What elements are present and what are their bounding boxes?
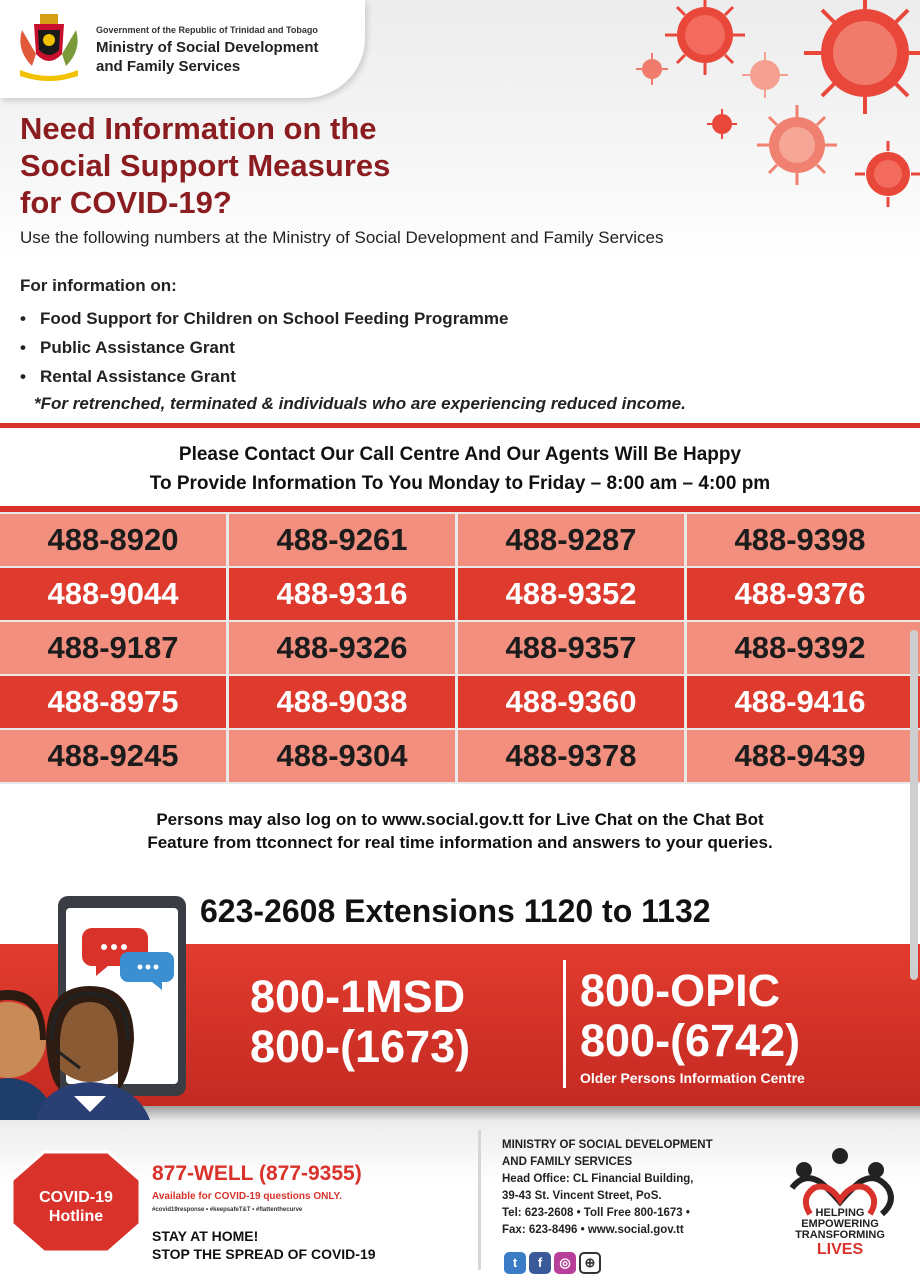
phone-number: 488-9326 xyxy=(276,630,408,665)
ministry-name xyxy=(96,38,356,76)
phone-number: 488-9398 xyxy=(734,522,866,557)
divider xyxy=(0,423,920,428)
instagram-icon[interactable]: ◎ xyxy=(554,1252,576,1274)
phone-number-grid xyxy=(0,512,920,784)
ministry-logo-card xyxy=(0,0,365,98)
slogan-line: HELPING xyxy=(815,1207,865,1219)
info-list xyxy=(20,304,508,391)
phone-number: 488-9044 xyxy=(47,576,179,611)
phone-number: 488-9416 xyxy=(734,684,866,719)
opic-hotline: 800-OPIC xyxy=(580,965,781,1016)
table-row xyxy=(0,514,920,566)
covid-hotline-sign xyxy=(10,1188,142,1226)
phone-number: 488-9245 xyxy=(47,738,179,773)
table-row xyxy=(0,676,920,728)
virus-icon xyxy=(660,0,750,80)
extensions-number: 623-2608 Extensions 1120 to 1132 xyxy=(200,893,711,929)
phone-number: 488-9376 xyxy=(734,576,866,611)
sign-line1: COVID-19 xyxy=(39,1189,113,1206)
web-icon[interactable]: ⊕ xyxy=(579,1252,601,1274)
table-row xyxy=(0,730,920,782)
stop-spread-line: STOP THE SPREAD OF COVID-19 xyxy=(152,1246,376,1262)
phone-number: 488-9316 xyxy=(276,576,408,611)
msd-hotline: 800-1MSD xyxy=(250,971,466,1022)
divider xyxy=(478,1130,481,1270)
eligibility-note: *For retrenched, terminated & individuals who are experiencing reduced income. xyxy=(34,394,686,413)
phone-number: 488-9392 xyxy=(734,630,866,665)
column-divider xyxy=(226,512,229,784)
well-hotline-number: 877-WELL (877-9355) xyxy=(152,1162,362,1185)
slogan-line: EMPOWERING xyxy=(801,1218,879,1230)
well-availability: Available for COVID-19 questions ONLY. xyxy=(152,1191,342,1202)
twitter-icon[interactable]: t xyxy=(504,1252,526,1274)
call-centre-line1: Please Contact Our Call Centre And Our Agents Will Be Happy xyxy=(178,444,742,465)
virus-icon xyxy=(852,138,920,210)
slogan-line: LIVES xyxy=(816,1241,864,1258)
address-line: Tel: 623-2608 • Toll Free 800-1673 • xyxy=(502,1207,690,1219)
page-title xyxy=(20,110,580,221)
phone-number: 488-9187 xyxy=(47,630,179,665)
social-icons xyxy=(504,1252,604,1274)
address-line: 39-43 St. Vincent Street, PoS. xyxy=(502,1190,662,1202)
government-name: Government of the Republic of Trinidad and Tobago xyxy=(96,25,318,35)
phone-number: 488-9261 xyxy=(276,522,408,557)
ministry-address xyxy=(502,1137,772,1239)
address-line: AND FAMILY SERVICES xyxy=(502,1156,633,1168)
phone-number: 488-9357 xyxy=(505,630,637,665)
sign-line2: Hotline xyxy=(48,1208,104,1225)
stay-home-line: STAY AT HOME! xyxy=(152,1228,259,1244)
stay-home-message xyxy=(152,1227,376,1263)
coat-of-arms-icon xyxy=(14,10,84,82)
column-divider xyxy=(455,512,458,784)
live-chat-line2: Feature from ttconnect for real time information and answers to your queries. xyxy=(147,833,773,852)
ministry-name-line2: and Family Services xyxy=(96,58,241,75)
slogan-line: TRANSFORMING xyxy=(795,1229,885,1241)
virus-icon xyxy=(706,108,738,140)
scrollbar-thumb[interactable] xyxy=(910,630,918,980)
facebook-icon[interactable]: f xyxy=(529,1252,551,1274)
live-chat-line1: Persons may also log on to www.social.gov.tt for Live Chat on the Chat Bot xyxy=(156,810,764,829)
list-item: • Public Assistance Grant xyxy=(20,333,508,362)
title-line1: Need Information on the xyxy=(20,111,377,146)
address-line: Head Office: CL Financial Building, xyxy=(502,1173,694,1185)
msd-hotline-number: 800-(1673) xyxy=(250,1021,471,1072)
column-divider xyxy=(684,512,687,784)
phone-number: 488-8975 xyxy=(47,684,179,719)
phone-number: 488-9038 xyxy=(276,684,408,719)
info-section xyxy=(0,262,920,424)
title-line2: Social Support Measures xyxy=(20,148,391,183)
call-centre-message xyxy=(0,440,920,498)
virus-icon xyxy=(740,50,790,100)
phone-number: 488-9378 xyxy=(505,738,637,773)
title-line3: for COVID-19? xyxy=(20,185,232,220)
info-title: For information on: xyxy=(20,276,177,295)
phone-number: 488-8920 xyxy=(47,522,179,557)
hashtags: #covid19response • #keepsafeT&T • #flattenthecurve xyxy=(152,1207,303,1213)
address-line: MINISTRY OF SOCIAL DEVELOPMENT xyxy=(502,1139,713,1151)
divider xyxy=(563,960,566,1088)
page-subtitle: Use the following numbers at the Ministry of Social Development and Family Services xyxy=(20,228,664,247)
phone-number: 488-9439 xyxy=(734,738,866,773)
table-row xyxy=(0,622,920,674)
virus-icon xyxy=(635,52,669,86)
list-item: • Food Support for Children on School Feeding Programme xyxy=(20,304,508,333)
call-centre-line2: To Provide Information To You Monday to Friday – 8:00 am – 4:00 pm xyxy=(149,473,771,494)
phone-number: 488-9287 xyxy=(505,522,637,557)
address-line: Fax: 623-8496 • www.social.gov.tt xyxy=(502,1224,684,1236)
phone-number: 488-9360 xyxy=(505,684,637,719)
phone-number: 488-9304 xyxy=(276,738,408,773)
call-centre-agents-illustration xyxy=(0,890,250,1120)
slogan xyxy=(770,1208,910,1259)
list-item: • Rental Assistance Grant xyxy=(20,362,508,391)
opic-hotline-number: 800-(6742) xyxy=(580,1015,801,1066)
virus-icon xyxy=(752,100,842,190)
table-row xyxy=(0,568,920,620)
live-chat-message xyxy=(0,808,920,854)
ministry-name-line1: Ministry of Social Development xyxy=(96,39,319,56)
opic-label: Older Persons Information Centre xyxy=(580,1070,805,1086)
phone-number: 488-9352 xyxy=(505,576,637,611)
